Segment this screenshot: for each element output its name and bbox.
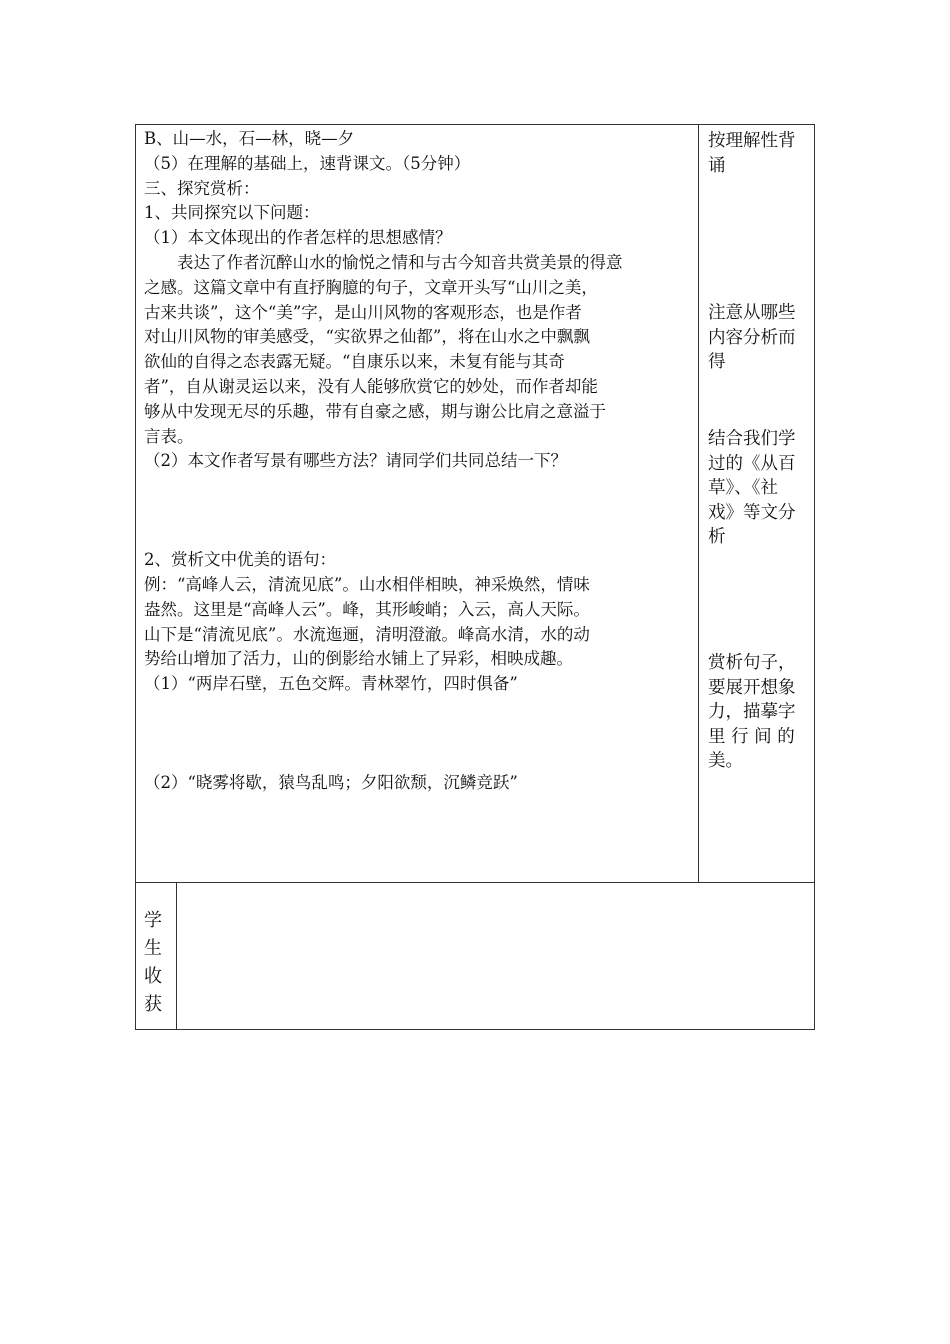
quote-line: （2）“晓雾将歇，猿鸟乱鸣；夕阳欲颓，沉鳞竞跃” <box>144 772 518 792</box>
text-line: （1）本文体现出的作者怎样的思想感情？ <box>144 228 452 248</box>
question-2-line: （2）本文作者写景有哪些方法？请同学们共同总结一下？ <box>144 451 567 471</box>
main-content-cell <box>144 127 696 796</box>
text-line: 盎然。这里是“高峰人云”。峰，其形峻峭；入云，高人天际。 <box>144 599 590 619</box>
text-line: 表达了作者沉醉山水的愉悦之情和与古今知音共赏美景的得意 <box>144 252 623 272</box>
side-note-analysis: 注意从哪些 内容分析而 得 <box>708 303 796 372</box>
text-line: 例：“高峰人云，清流见底”。山水相伴相映，神采焕然，情味 <box>144 574 590 594</box>
text-line: 欲仙的自得之态表露无疑。“自康乐以来，未复有能与其奇 <box>144 352 565 372</box>
side-note-appreciate: 赏析句子， 要展开想象 力，描摹字 里 行 间 的 美。 <box>708 653 796 771</box>
student-gains-label: 学 生 收 获 <box>144 910 162 1015</box>
text-line: 对山川风物的审美感受，“实欲界之仙都”，将在山水之中飘飘 <box>144 327 590 347</box>
text-line: 三、探究赏析： <box>144 178 260 198</box>
student-gains-field[interactable] <box>177 883 814 1029</box>
column-divider <box>698 125 699 882</box>
lesson-table <box>135 124 815 1030</box>
text-line: 势给山增加了活力，山的倒影给水铺上了异彩，相映成趣。 <box>144 649 573 669</box>
quote-line: （1）“两岸石壁，五色交辉。青林翠竹，四时俱备” <box>144 674 518 694</box>
text-line: 言表。 <box>144 426 194 446</box>
text-line: 者”，自从谢灵运以来，没有人能够欣赏它的妙处，而作者却能 <box>144 376 598 396</box>
side-note-recite: 按理解性背 诵 <box>708 131 796 176</box>
text-line: 1、共同探究以下问题： <box>144 203 320 223</box>
text-line: B、山—水，石—林，晓—夕 <box>144 129 355 148</box>
text-line: （5）在理解的基础上，速背课文。（5分钟） <box>144 153 471 173</box>
side-note-compare: 结合我们学 过的《从百 草》、《社 戏》等文分 析 <box>708 429 796 547</box>
text-line: 山下是“清流见底”。水流迤逦，清明澄澈。峰高水清，水的动 <box>144 624 590 644</box>
section-heading: 2、赏析文中优美的语句： <box>144 550 336 570</box>
text-line: 之感。这篇文章中有直抒胸臆的句子，文章开头写“山川之美， <box>144 277 598 297</box>
text-line: 古来共谈”，这个“美”字，是山川风物的客观形态，也是作者 <box>144 302 582 322</box>
text-line: 够从中发现无尽的乐趣，带有自豪之感，期与谢公比肩之意溢于 <box>144 401 606 421</box>
